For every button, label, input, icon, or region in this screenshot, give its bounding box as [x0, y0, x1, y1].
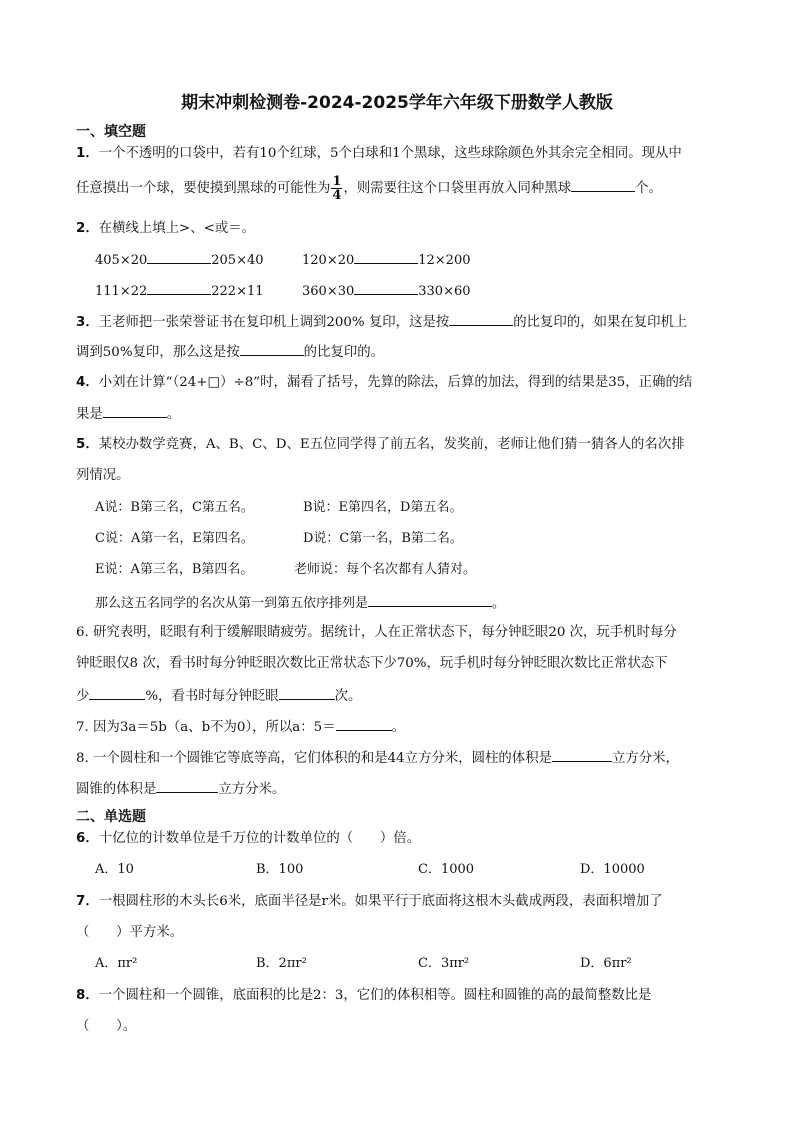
answer-blank[interactable] [368, 592, 492, 607]
q5-line1: 5．某校办数学竞赛，A、B、C、D、E五位同学得了前五名，发奖前，老师让他们猜一猜各人的名次排 [76, 437, 685, 452]
q2-item-a: 405×20 205×40 [95, 249, 264, 271]
q2-item-c: 111×22 222×11 [95, 280, 264, 302]
answer-blank[interactable] [147, 280, 211, 295]
q3-line1: 3．王老师把一张荣誉证书在复印机上调到200% 复印，这是按 的比复印的，如果在复印机上 [76, 311, 687, 333]
answer-blank[interactable] [552, 747, 612, 762]
q8-line1: 8. 一个圆柱和一个圆锥它等底等高，它们体积的和是44立方分米，圆柱的体积是 立方分米， [76, 747, 679, 769]
q5-statement-a: A说：B第三名，C第五名。 [95, 500, 254, 515]
q5-question: 那么这五名同学的名次从第一到第五依序排列是 。 [95, 592, 505, 614]
s7-option-b[interactable]: B．2πr² [256, 956, 307, 971]
q2-item-d: 360×30 330×60 [302, 280, 471, 302]
q4-line2: 果是 。 [76, 403, 180, 425]
q5-statement-d: D说：C第一名，B第二名。 [303, 531, 463, 546]
answer-blank[interactable] [354, 249, 418, 264]
section-single-choice: 二、单选题 [76, 809, 146, 825]
s6-option-b[interactable]: B．100 [256, 862, 304, 877]
q2-line1: 2．在横线上填上>、<或＝。 [76, 221, 256, 236]
answer-blank[interactable] [336, 716, 392, 731]
q6-line1: 6. 研究表明，眨眼有利于缓解眼睛疲劳。据统计，人在正常状态下，每分钟眨眼20 次，玩手机时每分 [76, 625, 677, 640]
answer-blank[interactable] [571, 177, 635, 192]
q5-teacher-statement: 老师说：每个名次都有人猜对。 [294, 562, 477, 577]
q7-line1: 7. 因为3a＝5b（a、b不为0），所以a：5＝ 。 [76, 716, 405, 738]
q5-statement-e: E说：A第三名，B第四名。 [95, 562, 254, 577]
s7-line1: 7．一根圆柱形的木头长6米，底面半径是r米。如果平行于底面将这根木头截成两段，表面积增加了 [76, 894, 663, 909]
answer-blank[interactable] [279, 685, 335, 700]
q6-line2: 钟眨眼仅8 次，看书时每分钟眨眼次数比正常状态下少70%，玩手机时每分钟眨眼次数比正常状态下 [76, 656, 668, 671]
s6-option-c[interactable]: C．1000 [418, 862, 475, 877]
answer-blank[interactable] [89, 685, 145, 700]
q2-item-b: 120×20 12×200 [302, 249, 471, 271]
q5-line2: 列情况。 [76, 468, 130, 483]
s6-option-d[interactable]: D．10000 [580, 862, 645, 877]
s7-option-a[interactable]: A．πr² [95, 956, 138, 971]
s7-line2: （ ）平方米。 [76, 925, 184, 940]
answer-blank[interactable] [147, 249, 211, 264]
q6-line3: 少 %，看书时每分钟眨眼 次。 [76, 685, 361, 707]
q8-line2: 圆锥的体积是 立方分米。 [76, 778, 285, 800]
s8-line2: （ ）。 [76, 1019, 137, 1034]
s7-option-d[interactable]: D．6πr² [580, 956, 632, 971]
answer-blank[interactable] [354, 280, 418, 295]
q3-line2: 调到50%复印，那么这是按 的比复印的。 [76, 341, 384, 363]
s7-option-c[interactable]: C．3πr² [418, 956, 470, 971]
answer-blank[interactable] [240, 341, 304, 356]
q1-line1: 1．一个不透明的口袋中，若有10个红球，5个白球和1个黑球，这些球除颜色外其余完全相同。现从中 [76, 146, 682, 161]
answer-blank[interactable] [449, 311, 513, 326]
q1-line2: 任意摸出一个球，要使摸到黑球的可能性为 $\frac{1}{4}$ ，则需要往这个口袋里再放入同种黑球 个。 [76, 174, 662, 203]
answer-blank[interactable] [156, 778, 218, 793]
q4-line1: 4．小刘在计算“（24+□）÷8”时，漏看了括号，先算的除法，后算的加法，得到的结果是35，正确的结 [76, 375, 693, 390]
answer-blank[interactable] [103, 403, 167, 418]
fraction: $\frac{1}{4}$ [332, 174, 342, 203]
q5-statement-c: C说：A第一名，E第四名。 [95, 531, 254, 546]
s6-line1: 6．十亿位的计数单位是千万位的计数单位的（ ）倍。 [76, 831, 421, 846]
page-title: 期末冲刺检测卷-2024-2025学年六年级下册数学人教版 [181, 93, 613, 113]
s8-line1: 8．一个圆柱和一个圆锥，底面积的比是2：3，它们的体积相等。圆柱和圆锥的高的最简整数比是 [76, 988, 652, 1003]
s6-option-a[interactable]: A．10 [95, 862, 134, 877]
q5-statement-b: B说：E第四名，D第五名。 [303, 500, 463, 515]
section-fill-in: 一、填空题 [76, 124, 146, 140]
